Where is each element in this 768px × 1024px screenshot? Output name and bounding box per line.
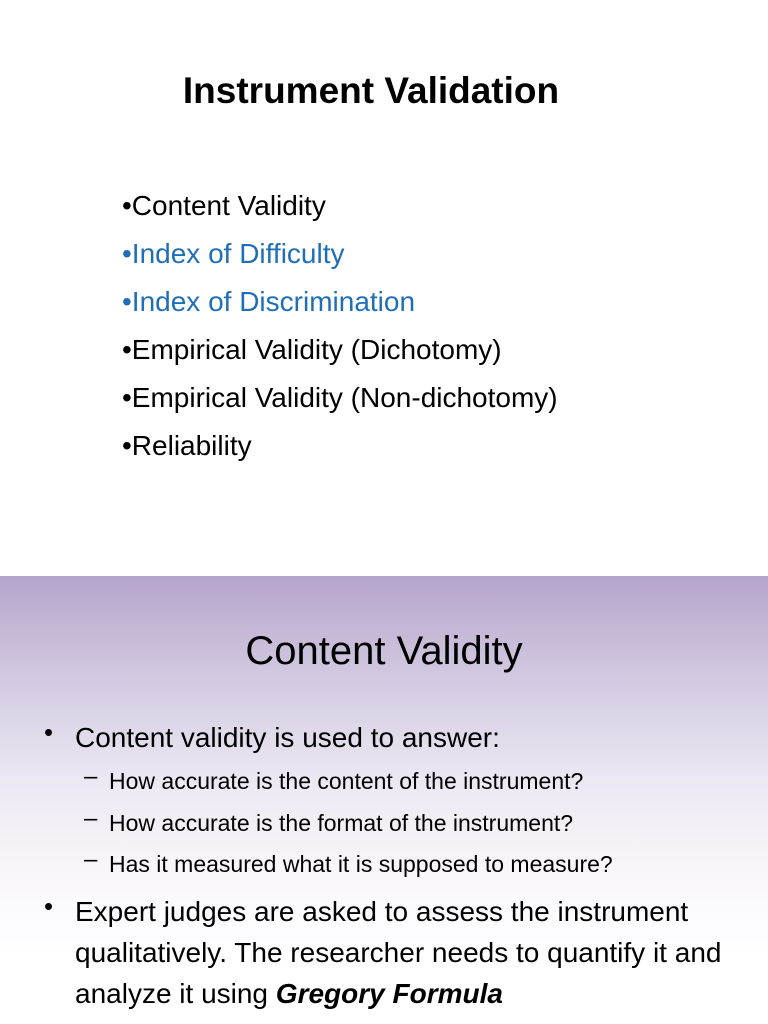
slide-title: Instrument Validation [182,70,560,111]
bullet-text: Content validity is used to answer: [75,722,500,753]
sub-bullet-text: How accurate is the content of the instrument? [109,768,584,794]
topic-item-content-validity: •Content Validity [122,190,326,221]
slide-content-validity [0,576,768,1024]
bullet-text: Expert judges are asked to assess the instrument qualitatively. The researcher needs to quantify it and analyze it using [75,896,722,1009]
topic-item-empirical-validity-dichotomy: •Empirical Validity (Dichotomy) [122,334,502,365]
bullet-marker: • [44,717,54,747]
topic-item-index-of-discrimination[interactable]: •Index of Discrimination [122,286,416,317]
topic-item-index-of-difficulty[interactable]: •Index of Difficulty [122,238,345,269]
sub-bullet-marker: – [84,805,98,832]
slide-title: Content Validity [245,629,523,673]
bullet-paragraph [75,891,745,1014]
sub-bullet-text: How accurate is the format of the instrument? [109,810,574,836]
sub-bullet-text: Has it measured what it is supposed to measure? [109,851,613,877]
sub-bullet-marker: – [84,846,98,873]
topic-list [122,182,558,470]
sub-bullet-marker: – [84,763,98,790]
formula-name: Gregory Formula [275,978,503,1009]
topic-item-empirical-validity-non-dichotomy: •Empirical Validity (Non-dichotomy) [122,382,558,413]
bullet-marker: • [44,891,54,921]
topic-item-reliability: •Reliability [122,430,252,461]
